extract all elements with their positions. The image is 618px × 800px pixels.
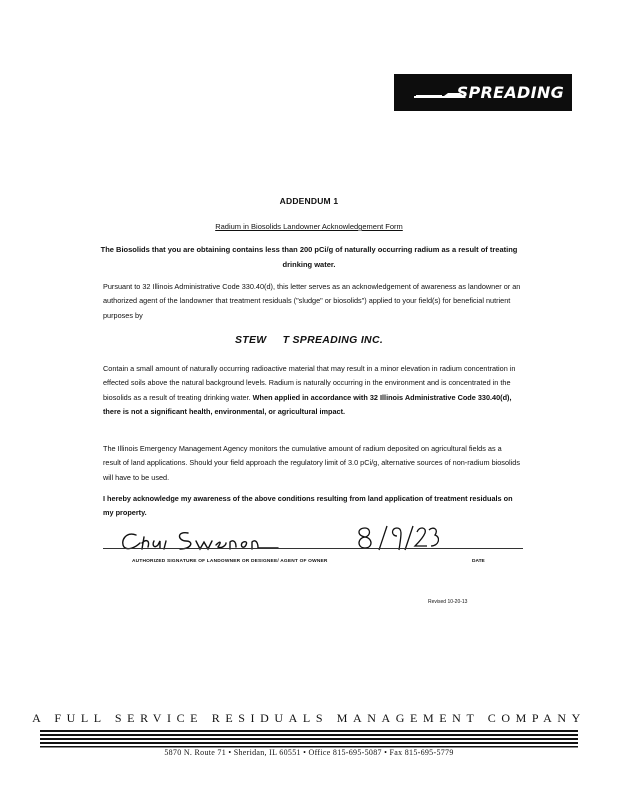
paragraph-pursuant: Pursuant to 32 Illinois Administrative Code 330.40(d), this letter serves as an acknowledgement of awareness as landowner or an authorized agent of the landowner that treatment residuals ("sludge" or biosolids") applied to your field(s) for beneficial nutrient purposes by bbox=[103, 282, 521, 320]
paragraph-radium-text: Contain a small amount of naturally occurring radioactive material that may result in a minor elevation in radium concentration in effected soils above the natural background levels. Radium is naturally occurring in the environment and is concentrated in the biosolids as a result of treating drinking water. bbox=[103, 364, 516, 402]
footer-address: 5870 N. Route 71 • Sheridan, IL 60551 • Office 815-695-5087 • Fax 815-695-5779 bbox=[164, 748, 454, 757]
addendum-title: ADDENDUM 1 bbox=[279, 196, 339, 206]
footer-tagline: A FULL SERVICE RESIDUALS MANAGEMENT COMPANY bbox=[32, 711, 586, 725]
intro-statement: The Biosolids that you are obtaining contains less than 200 pCi/g of naturally occurring radium as a result of treating drinking water. bbox=[100, 245, 518, 269]
paragraph-acknowledge: I hereby acknowledge my awareness of the above conditions resulting from land application of treatment residuals on my property. bbox=[103, 494, 513, 518]
paragraph-radium bbox=[103, 362, 521, 420]
company-name: STEW T SPREADING INC. bbox=[234, 334, 384, 346]
signature-line bbox=[103, 548, 523, 549]
revised-date: Revised 10-20-13 bbox=[428, 599, 468, 605]
company-logo bbox=[394, 74, 572, 111]
logo-text: SPREADING bbox=[456, 83, 564, 102]
handwritten-signature bbox=[118, 527, 288, 553]
paragraph-radium-bold: When applied in accordance with 32 Illinois Administrative Code 330.40(d), there is not a significant health, environmental, or agricultural impact. bbox=[103, 392, 512, 417]
signature-label: AUTHORIZED SIGNATURE OF LANDOWNER OR DESIGNEE/ AGENT OF OWNER bbox=[132, 559, 328, 564]
date-label: DATE bbox=[472, 559, 485, 564]
form-title: Radium in Biosolids Landowner Acknowledgement Form bbox=[215, 222, 403, 231]
paragraph-iema: The Illinois Emergency Management Agency monitors the cumulative amount of radium deposited on agricultural fields as a result of land applications. Should your field approach the regulatory limit of 3.0 pCi/g, alternative sources of non-radium biosolids will have to be used. bbox=[103, 444, 520, 482]
footer-stripes bbox=[40, 728, 578, 748]
